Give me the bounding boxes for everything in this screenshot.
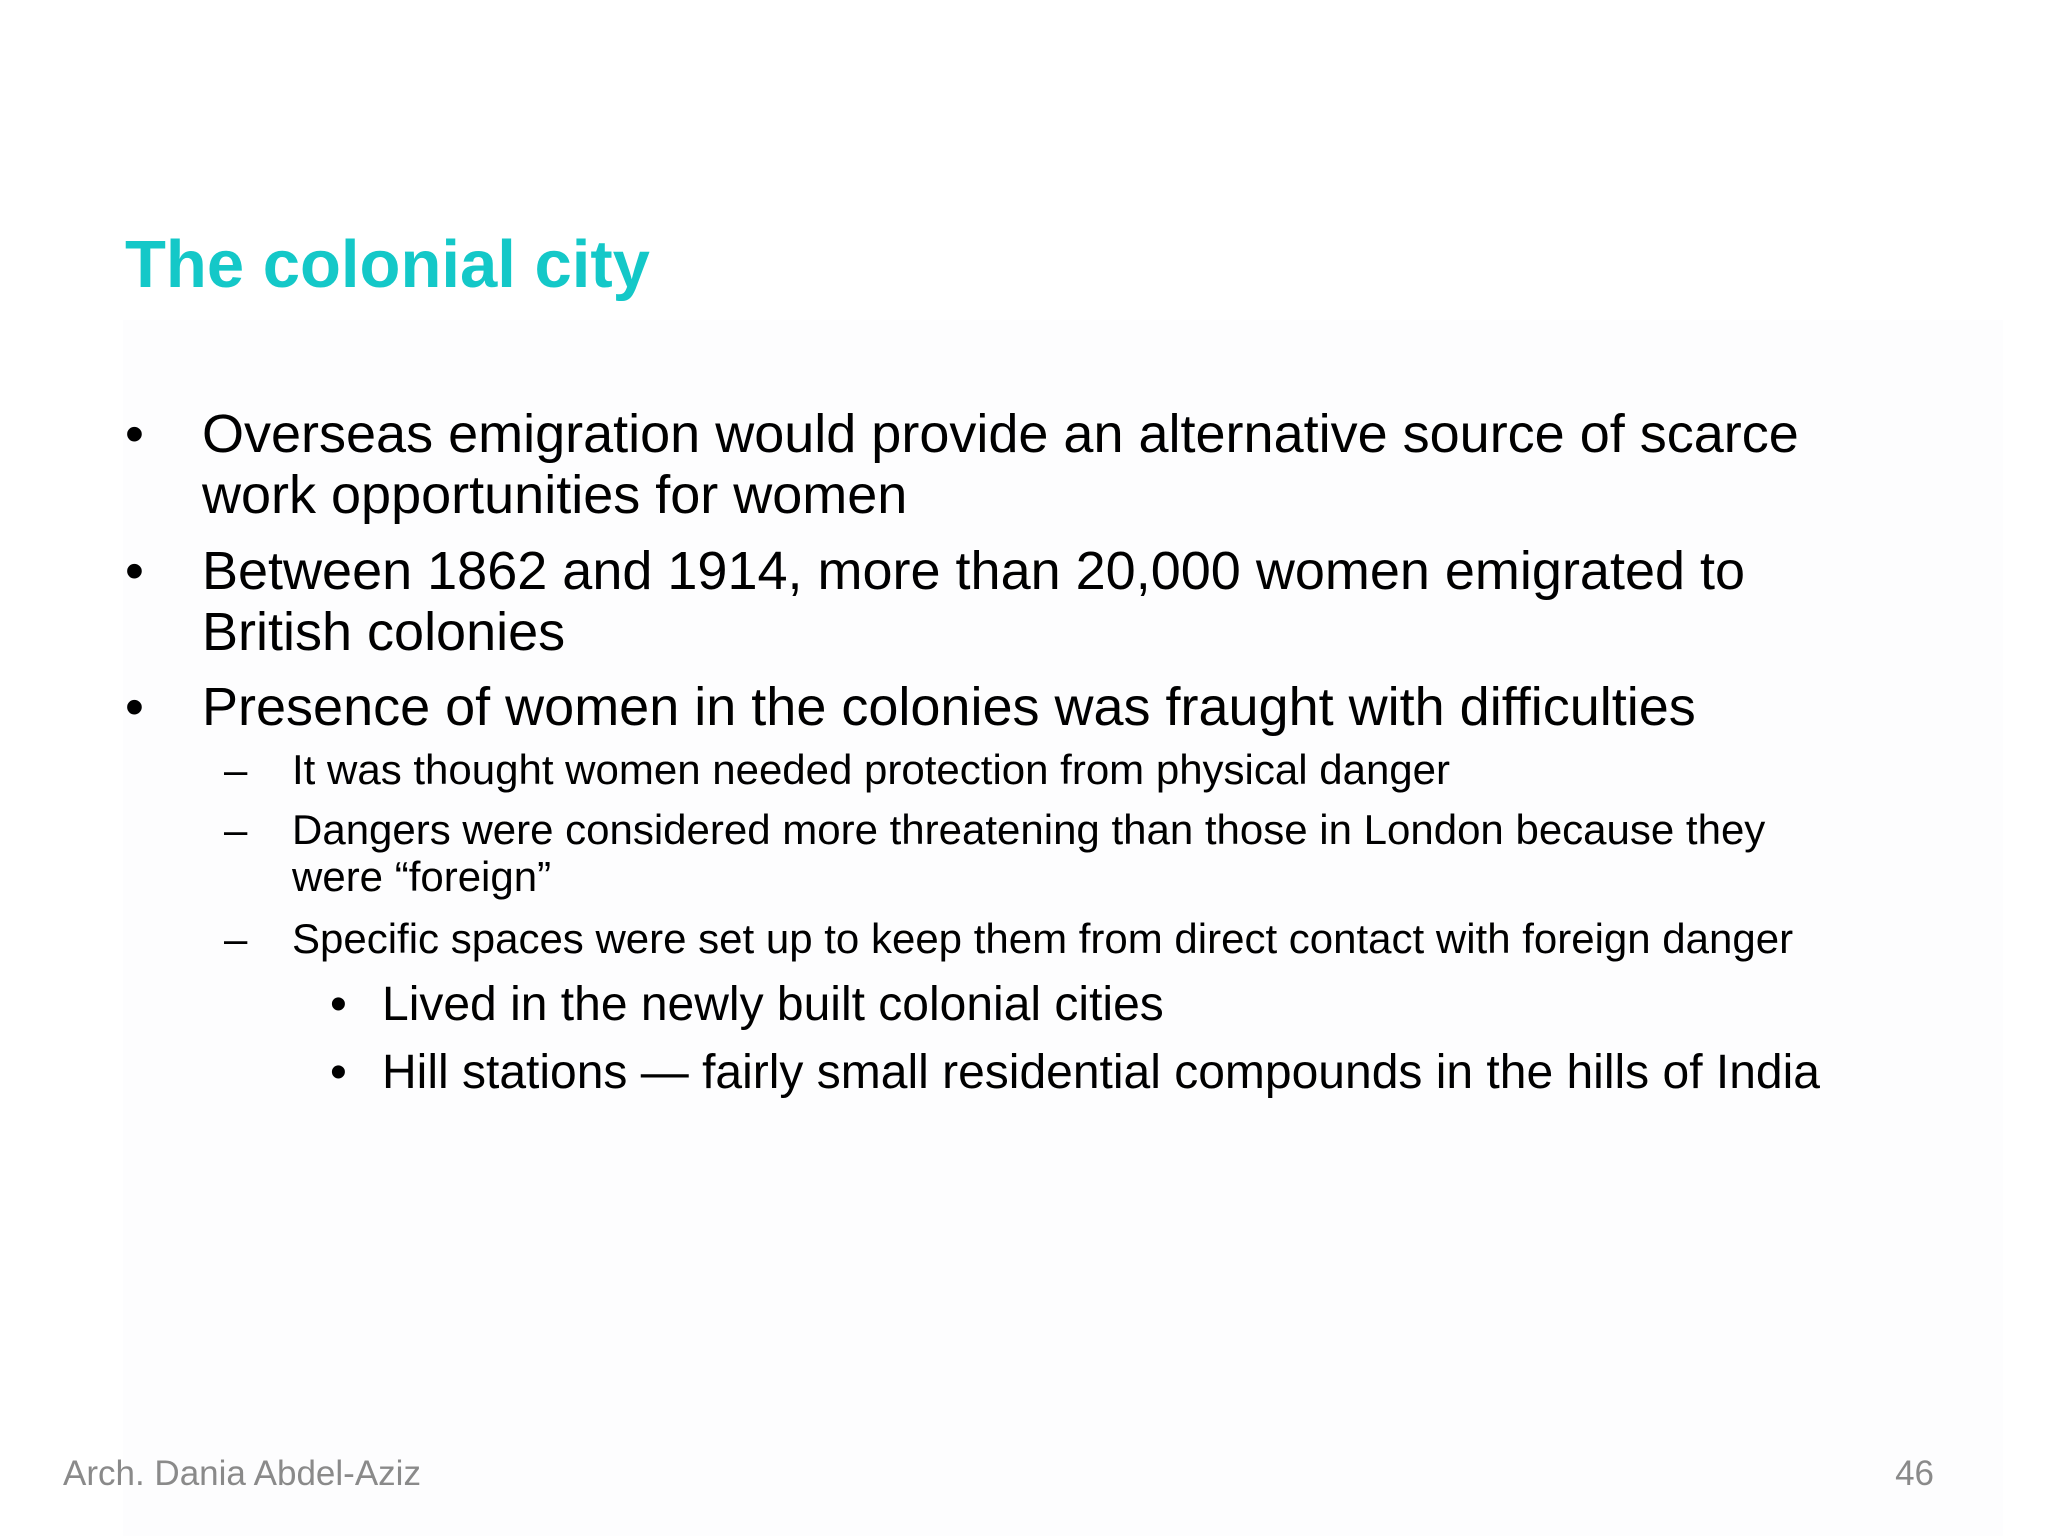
bullet-text-line: Between 1862 and 1914, more than 20,000 women emigrated to	[202, 541, 1746, 601]
sub-bullet-text-line: were “foreign”	[292, 853, 552, 900]
sub-sub-bullet-text-line: Hill stations — fairly small residential compounds in the hills of India	[382, 1046, 1820, 1099]
dash-marker: –	[224, 806, 248, 853]
bullet-marker: •	[125, 541, 144, 601]
sub-bullet-item	[0, 915, 2048, 962]
bullet-text-line: Presence of women in the colonies was fraught with difficulties	[202, 677, 1696, 737]
sub-sub-bullet-item	[0, 977, 2048, 1033]
sub-sub-bullet-text-line: Lived in the newly built colonial cities	[382, 978, 1164, 1031]
dash-marker: –	[224, 746, 248, 793]
bullet-item	[0, 404, 2048, 526]
sub-bullet-text-line: Specific spaces were set up to keep them from direct contact with foreign danger	[292, 915, 1794, 962]
footer-author: Arch. Dania Abdel-Aziz	[63, 1454, 421, 1493]
bullet-item	[0, 541, 2048, 663]
footer-page-number: 46	[1895, 1454, 1934, 1493]
bullet-marker: •	[125, 677, 144, 737]
bullet-text-line: work opportunities for women	[202, 465, 908, 525]
sub-bullet-item	[0, 746, 2048, 793]
sub-bullet-text-line: Dangers were considered more threatening than those in London because they	[292, 806, 1766, 853]
bullet-item	[0, 677, 2048, 738]
sub-bullet-text-line: It was thought women needed protection from physical danger	[292, 746, 1451, 793]
bullet-marker: •	[330, 1046, 347, 1099]
bullet-text-line: Overseas emigration would provide an alternative source of scarce	[202, 404, 1799, 464]
sub-bullet-item	[0, 806, 2048, 900]
sub-sub-bullet-item	[0, 1045, 2048, 1101]
slide-title: The colonial city	[125, 227, 650, 302]
bullet-marker: •	[125, 404, 144, 464]
bullet-marker: •	[330, 978, 347, 1031]
bullet-text-line: British colonies	[202, 602, 566, 662]
dash-marker: –	[224, 915, 248, 962]
